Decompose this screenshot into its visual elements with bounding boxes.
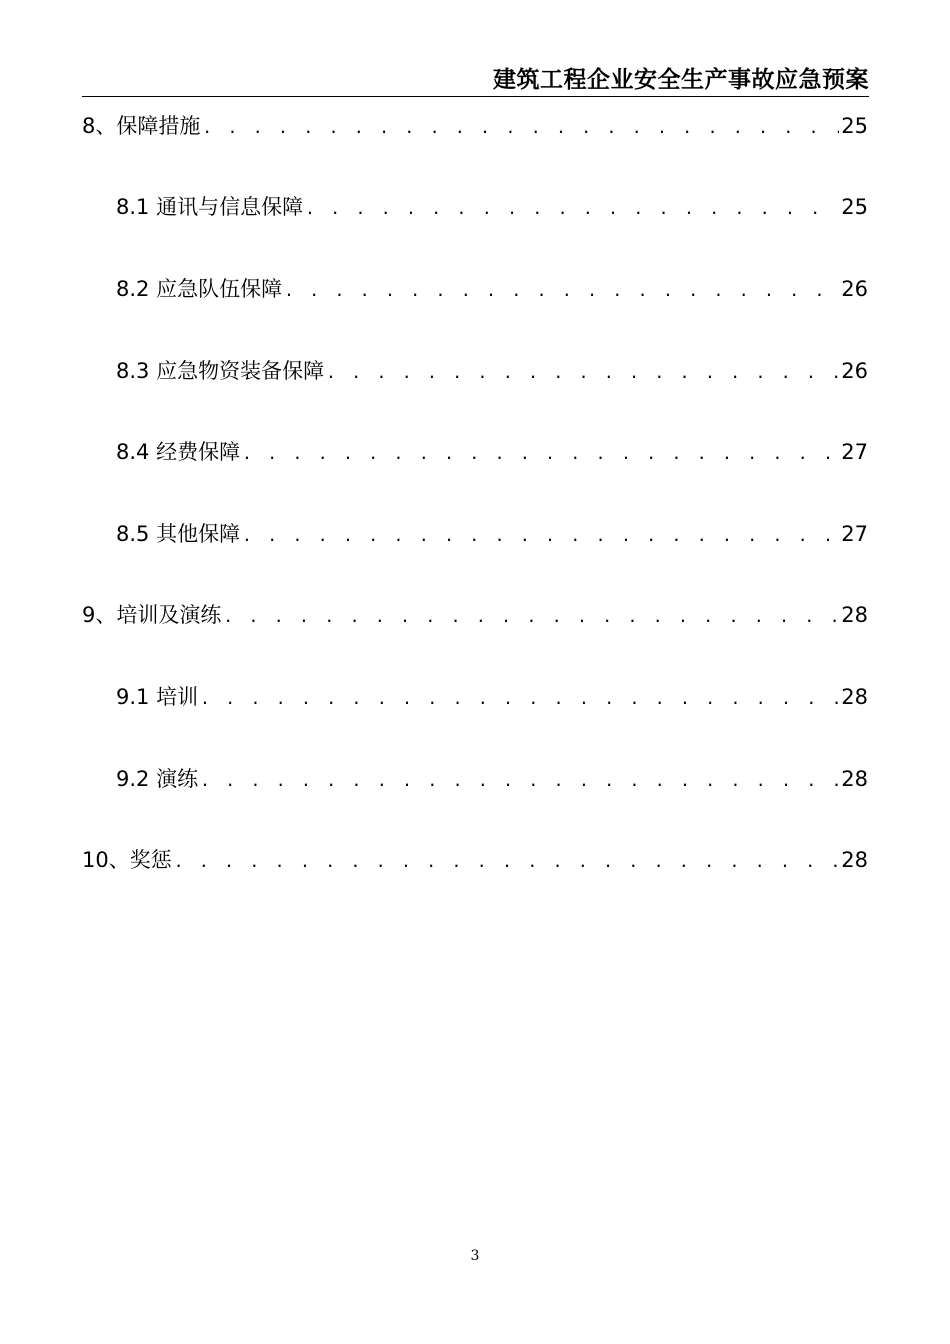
toc-dot-leader (326, 358, 839, 388)
toc-page-number: 27 (841, 440, 868, 464)
toc-dot-leader (242, 521, 839, 551)
toc-dot-leader (284, 276, 839, 306)
toc-dot-leader (200, 684, 839, 714)
toc-page-number: 28 (841, 848, 868, 872)
page-number: 3 (470, 1248, 480, 1264)
toc-entry-title: 8.2 应急队伍保障 (116, 277, 283, 301)
toc-entry-title: 8.5 其他保障 (116, 522, 241, 546)
toc-entry-8-5[interactable] (116, 519, 868, 549)
toc-page-number: 26 (841, 277, 868, 301)
toc-page-number: 25 (841, 195, 868, 219)
toc-dot-leader (305, 194, 839, 224)
toc-page-number: 26 (841, 359, 868, 383)
toc-page-number: 27 (841, 522, 868, 546)
toc-dot-leader (174, 847, 840, 877)
toc-entry-title: 8.3 应急物资装备保障 (116, 359, 325, 383)
toc-entry-8-3[interactable] (116, 356, 868, 386)
toc-page-number: 25 (841, 114, 868, 138)
toc-entry-9-1[interactable] (116, 682, 868, 712)
toc-dot-leader (202, 113, 839, 143)
toc-dot-leader (242, 439, 839, 469)
toc-entry-title: 9、培训及演练 (82, 603, 222, 627)
toc-page-number: 28 (841, 685, 868, 709)
toc-entry-title: 8.1 通讯与信息保障 (116, 195, 304, 219)
document-title: 建筑工程企业安全生产事故应急预案 (493, 67, 869, 93)
toc-dot-leader (200, 766, 839, 796)
toc-entry-10[interactable] (82, 845, 868, 875)
toc-entry-8-1[interactable] (116, 192, 868, 222)
toc-page-number: 28 (841, 767, 868, 791)
toc-entry-8-4[interactable] (116, 437, 868, 467)
toc-entry-9[interactable] (82, 600, 868, 630)
toc-entry-8-2[interactable] (116, 274, 868, 304)
toc-entry-8[interactable] (82, 111, 868, 141)
toc-entry-title: 10、奖惩 (82, 848, 172, 872)
toc-entry-9-2[interactable] (116, 764, 868, 794)
toc-entry-title: 8、保障措施 (82, 114, 201, 138)
toc-dot-leader (223, 602, 839, 632)
toc-entry-title: 8.4 经费保障 (116, 440, 241, 464)
toc-entry-title: 9.2 演练 (116, 767, 199, 791)
toc-page-number: 28 (841, 603, 868, 627)
toc-entry-title: 9.1 培训 (116, 685, 199, 709)
